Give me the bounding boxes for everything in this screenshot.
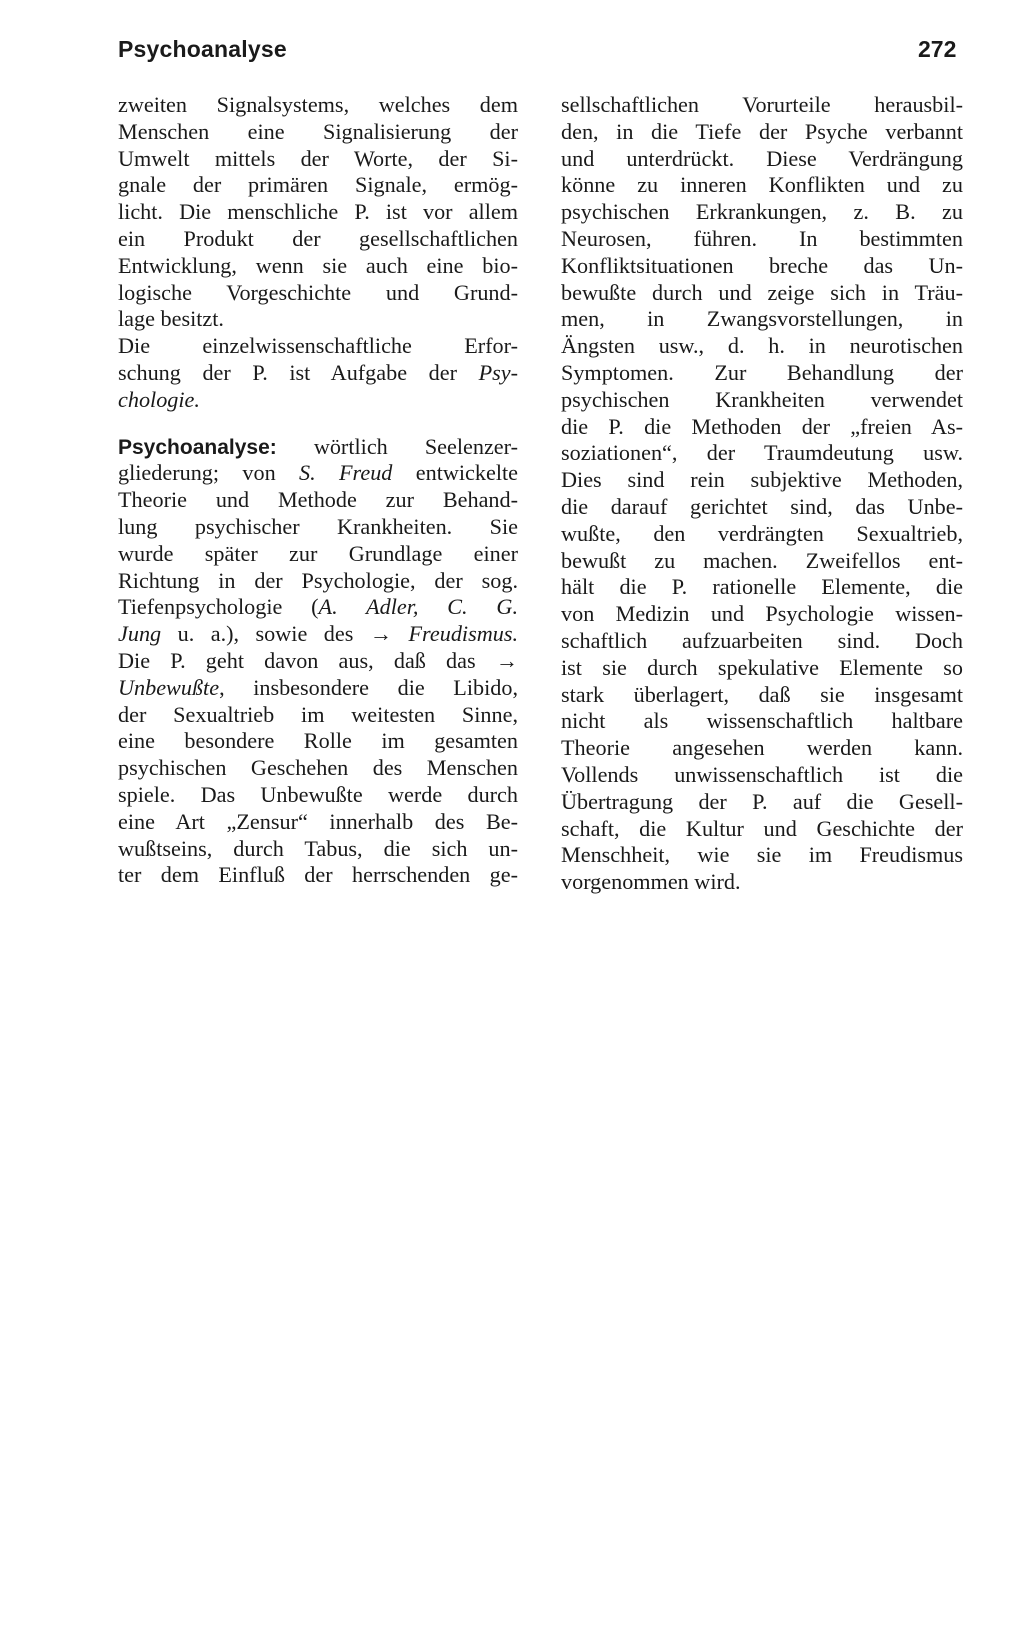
text-line: Umwelt mittels der Worte, der Si-	[118, 145, 518, 171]
text-line: Menschen eine Signalisierung der	[118, 118, 518, 144]
author-name: A. Adler, C. G.	[318, 594, 518, 620]
text-line: sellschaftlichen Vorurteile herausbil-	[561, 92, 963, 117]
text-line: hält die P. rationelle Elemente, die	[561, 574, 963, 600]
entry-gap	[118, 414, 518, 434]
text-line: eine besondere Rolle im gesamten	[118, 728, 518, 754]
text-line: Dies sind rein subjektive Methoden,	[561, 467, 963, 493]
text-line: soziationen“, der Traumdeutung usw.	[561, 440, 963, 466]
cross-reference: chologie.	[118, 386, 200, 412]
text-line: Ängsten usw., d. h. in neurotischen	[561, 333, 963, 359]
text-line: von Medizin und Psychologie wissen-	[561, 601, 963, 627]
cross-reference: Unbewußte	[118, 674, 220, 700]
text-line: ein Produkt der gesellschaftlichen	[118, 225, 518, 251]
text-line: der Sexualtrieb im weitesten Sinne,	[118, 701, 518, 727]
text-line: schung der P. ist Aufgabe der Psy-	[118, 359, 518, 385]
text-line: nicht als wissenschaftlich haltbare	[561, 708, 963, 734]
text-line: men, in Zwangsvorstellungen, in	[561, 306, 963, 332]
cross-reference: Psy-	[478, 359, 518, 385]
text-line: gliederung; von S. Freud entwickelte	[118, 460, 518, 486]
text-line: vorgenommen wird.	[561, 869, 741, 895]
text-line: schaft, die Kultur und Geschichte der	[561, 815, 963, 841]
text-line: lung psychischer Krankheiten. Sie	[118, 513, 518, 539]
text-line: lage besitzt.	[118, 306, 224, 332]
right-column	[561, 92, 963, 896]
author-name: S. Freud	[299, 460, 393, 486]
entry-psychoanalyse	[118, 434, 518, 890]
text-line: spiele. Das Unbewußte werde durch	[118, 781, 518, 807]
left-column	[118, 92, 518, 889]
text-line: Übertragung der P. auf die Gesell-	[561, 788, 963, 814]
text-line: die P. die Methoden der „freien As-	[561, 413, 963, 439]
text-line: logische Vorgeschichte und Grund-	[118, 279, 518, 305]
text-line: Unbewußte, insbesondere die Libido,	[118, 674, 518, 700]
text-line: Tiefenpsychologie (A. Adler, C. G.	[118, 594, 518, 620]
text-line: Jung u. a.), sowie des → Freudismus.	[118, 621, 518, 647]
text-line: Richtung in der Psychologie, der sog.	[118, 567, 518, 593]
text-line: Die einzelwissenschaftliche Erfor-	[118, 333, 518, 359]
entry-term: Psychoanalyse:	[118, 435, 277, 459]
text-line: wußte, den verdrängten Sexualtrieb,	[561, 520, 963, 546]
running-header-title: Psychoanalyse	[118, 36, 287, 62]
text-line: wußtseins, durch Tabus, die sich un-	[118, 835, 518, 861]
text-line: bewußt zu machen. Zweifellos ent-	[561, 547, 963, 573]
text-line: psychischen Krankheiten verwendet	[561, 386, 963, 412]
cross-reference: Freudismus.	[392, 621, 518, 647]
text-line: eine Art „Zensur“ innerhalb des Be-	[118, 808, 518, 834]
text-line: Theorie angesehen werden kann.	[561, 735, 963, 761]
arrow-icon: →	[495, 647, 518, 673]
text-line: Die P. geht davon aus, daß das →	[118, 647, 518, 673]
page-number: 272	[918, 36, 957, 62]
text-line: könne zu inneren Konflikten und zu	[561, 172, 963, 198]
text-line: wurde später zur Grundlage einer	[118, 540, 518, 566]
text-line: Neurosen, führen. In bestimmten	[561, 225, 963, 251]
text-line: licht. Die menschliche P. ist vor allem	[118, 199, 518, 225]
text-line: schaftlich aufzuarbeiten sind. Doch	[561, 627, 963, 653]
text-line	[118, 387, 518, 414]
text-line: den, in die Tiefe der Psyche verbannt	[561, 118, 963, 144]
text-line: ter dem Einfluß der herrschenden ge-	[118, 862, 518, 888]
text-line: Entwicklung, wenn sie auch eine bio-	[118, 252, 518, 278]
paragraph-continuation	[561, 92, 963, 896]
arrow-icon: →	[369, 621, 393, 647]
text-line: bewußte durch und zeige sich in Träu-	[561, 279, 963, 305]
paragraph-signalsystem	[118, 92, 518, 333]
text-line: zweiten Signalsystems, welches dem	[118, 92, 518, 117]
text-line: Konfliktsituationen breche das Un-	[561, 252, 963, 278]
text-line: Psychoanalyse: wörtlich Seelenzer-	[118, 433, 518, 459]
author-name: Jung	[118, 621, 162, 647]
text-line: und unterdrückt. Diese Verdrängung	[561, 145, 963, 171]
text-line: ist sie durch spekulative Elemente so	[561, 654, 963, 680]
text-line: stark überlagert, daß sie insgesamt	[561, 681, 963, 707]
text-line: die darauf gerichtet sind, das Unbe-	[561, 493, 963, 519]
text-line: gnale der primären Signale, ermög-	[118, 172, 518, 198]
text-line: psychischen Geschehen des Menschen	[118, 755, 518, 781]
paragraph-einzelwissenschaft	[118, 333, 518, 413]
text-line: Menschheit, wie sie im Freudismus	[561, 842, 963, 868]
text-line: Vollends unwissenschaftlich ist die	[561, 761, 963, 787]
text-line: Symptomen. Zur Behandlung der	[561, 359, 963, 385]
text-line: Theorie und Methode zur Behand-	[118, 487, 518, 513]
text-line: psychischen Erkrankungen, z. B. zu	[561, 199, 963, 225]
